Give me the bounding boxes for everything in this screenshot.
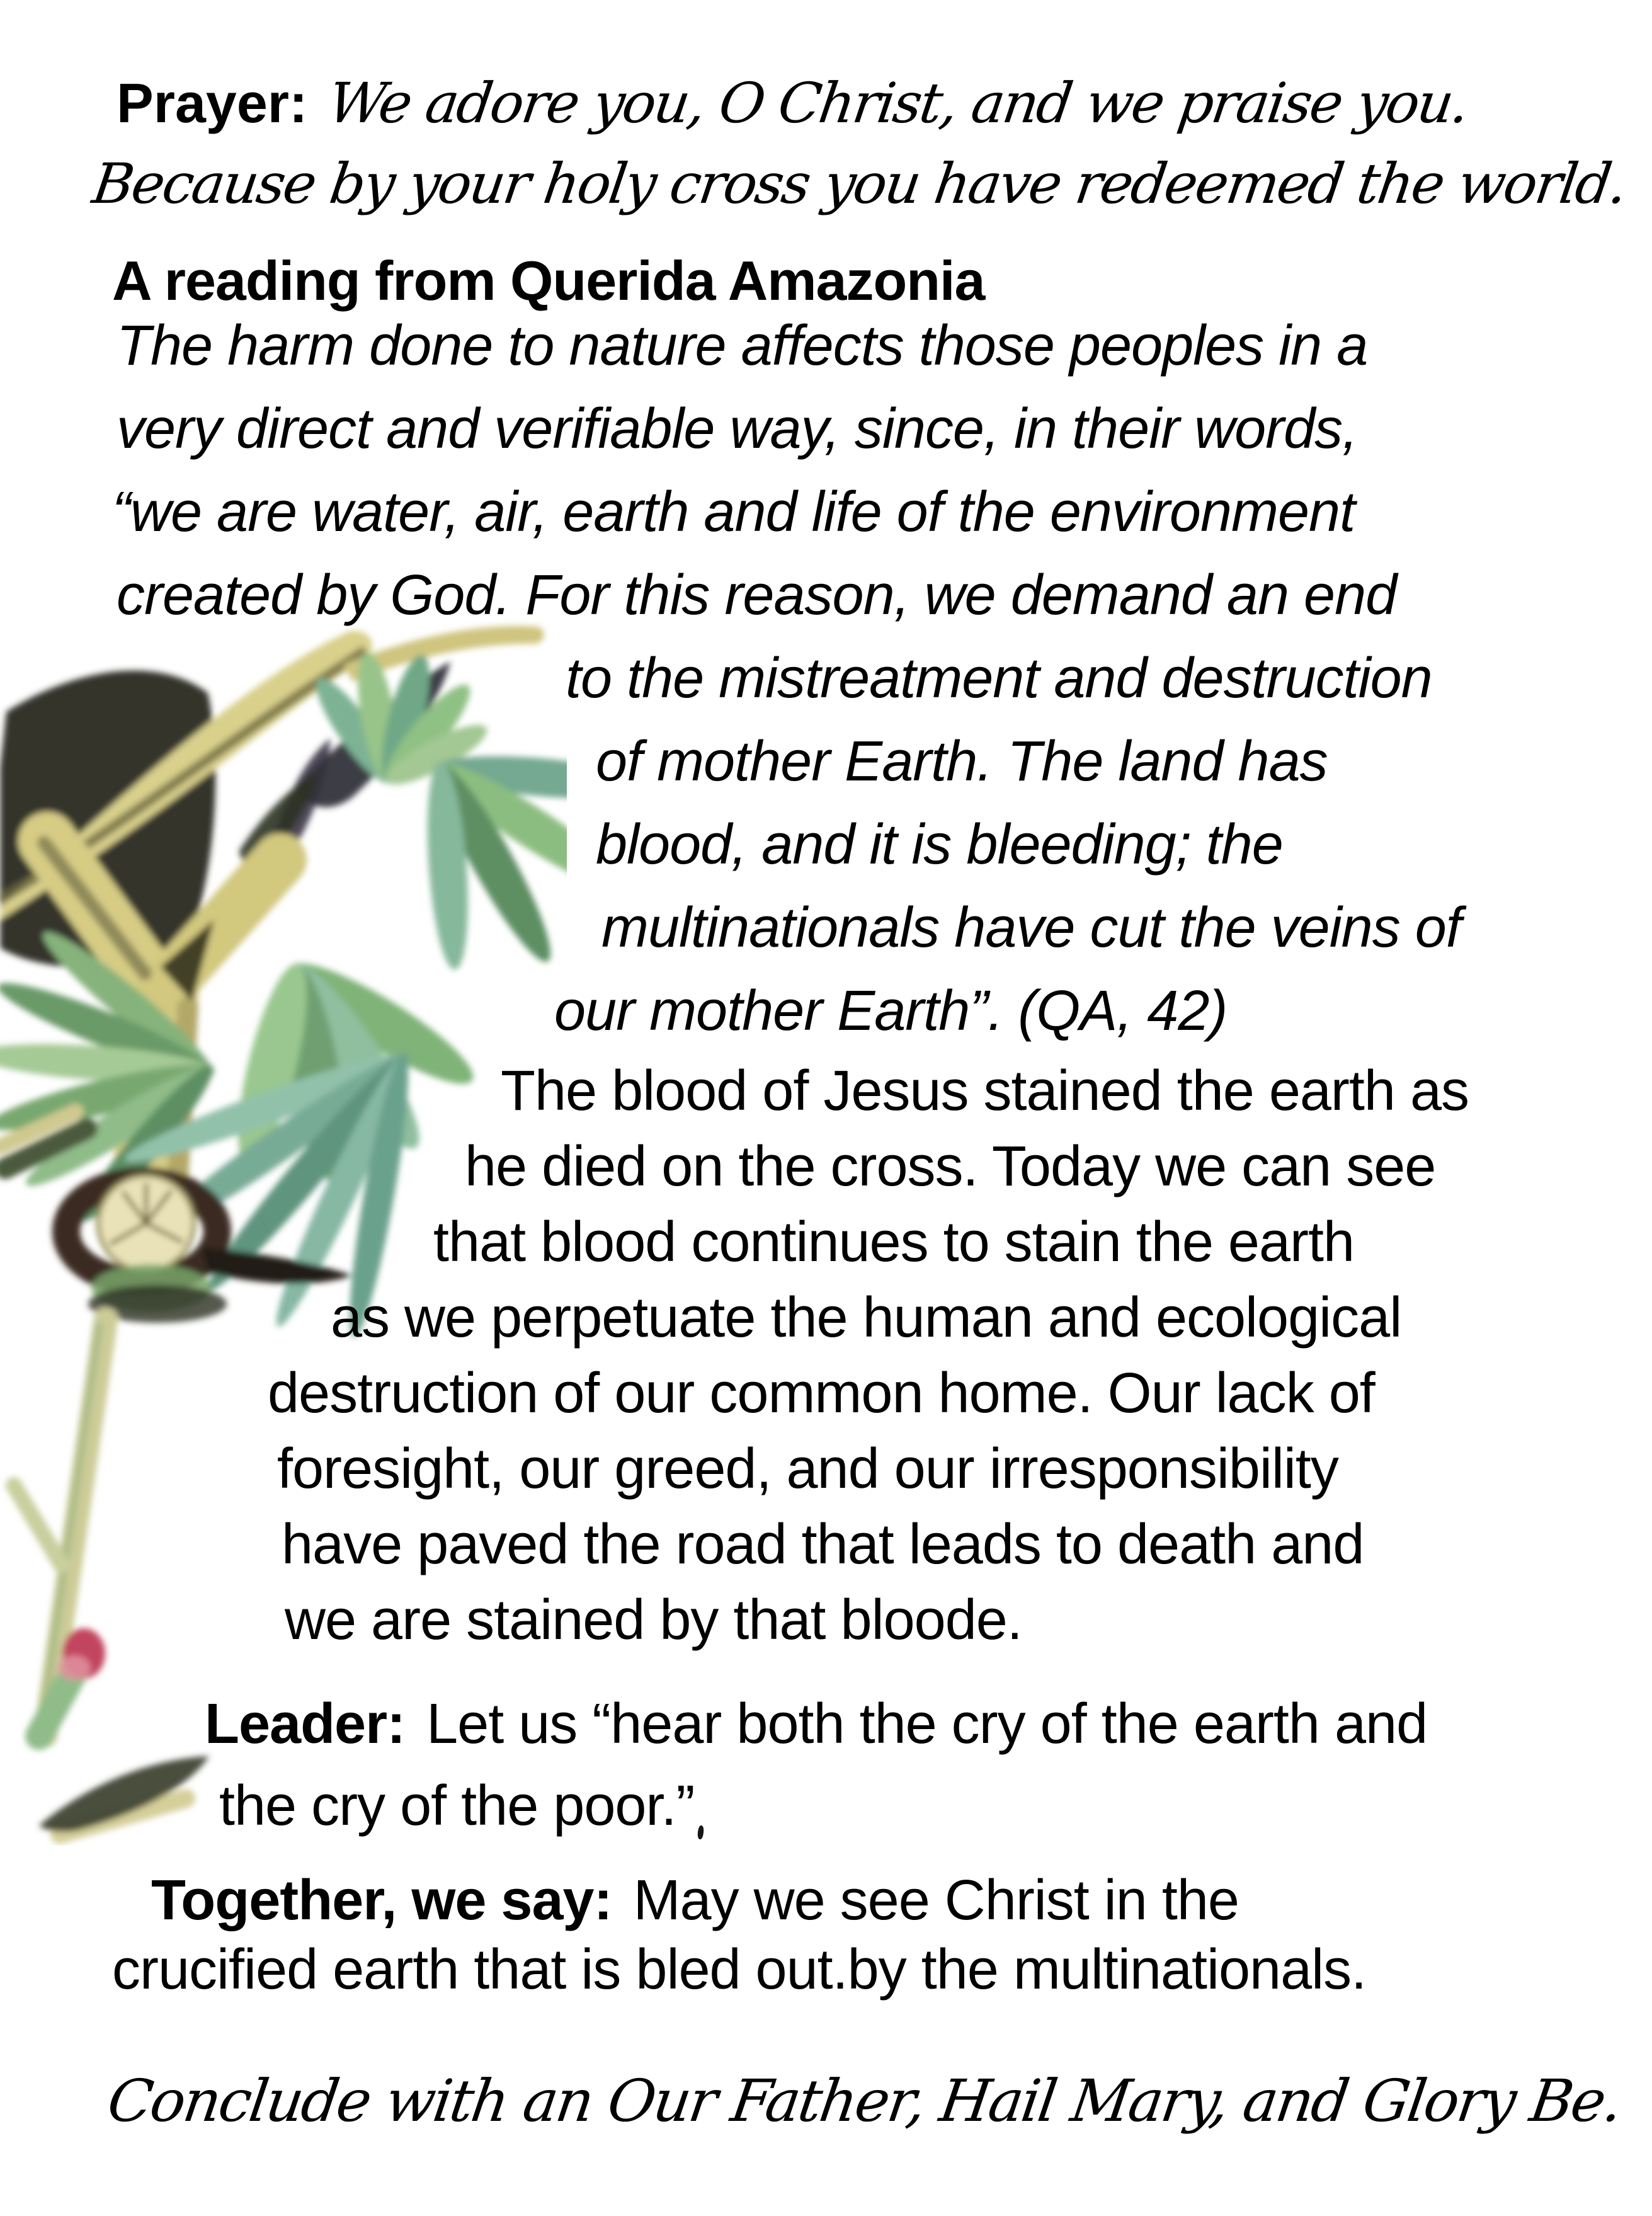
right-leaf-cluster [420,748,567,971]
quote-line: to the mistreatment and destruction [566,647,1432,710]
quote-line: our mother Earth”. (QA, 42) [554,979,1228,1042]
leader-line-1 [205,1693,1428,1756]
prayer-script-2: Because by your holy cross you have redeemed the world. [88,151,1630,216]
conclusion-line [103,2067,1626,2135]
prayer-line-2 [88,151,1630,216]
bottom-dark-leaf [39,1756,209,1834]
quote-line: multinationals have cut the veins of [601,896,1461,959]
reflection-line: have paved the road that leads to death and [282,1513,1364,1576]
quote-line: of mother Earth. The land has [596,730,1328,793]
quote-line: blood, and it is bleeding; the [596,813,1283,876]
reading-heading: A reading from Querida Amazonia [112,249,985,312]
reflection-line: as we perpetuate the human and ecological [331,1286,1402,1349]
prayer-label: Prayer: [117,72,308,134]
reflection-line: The blood of Jesus stained the earth as [501,1059,1469,1122]
quote-line: very direct and verifiable way, since, in their words, [117,397,1358,460]
quote-line: “we are water, air, earth and life of the environment [112,481,1355,544]
leader-label: Leader: [205,1693,406,1756]
together-text-1: May we see Christ in the [633,1869,1239,1932]
leader-line-2: the cry of the poor.” [219,1774,695,1837]
leader-text-1: Let us “hear both the cry of the earth and [426,1693,1428,1756]
quote-line: The harm done to nature affects those peoples in a [117,314,1368,377]
prayer-line-1 [117,71,1473,135]
reflection-line: destruction of our common home. Our lack of [268,1362,1375,1425]
reflection-line: that blood continues to stain the earth [433,1211,1355,1274]
reflection-line: foresight, our greed, and our irresponsibility [277,1437,1338,1500]
stray-ink-mark [697,1825,704,1840]
reflection-line: we are stained by that bloode. [285,1589,1022,1652]
prayer-script-1: We adore you, O Christ, and we praise you. [324,71,1473,135]
together-line-1 [151,1869,1239,1932]
together-line-2: crucified earth that is bled out.by the multinationals. [112,1938,1367,2001]
quote-line: created by God. For this reason, we demand an end [117,564,1397,627]
together-label: Together, we say: [151,1869,612,1932]
conclusion-script-text: Conclude with an Our Father, Hail Mary, and Glory Be. [103,2067,1626,2135]
reflection-line: he died on the cross. Today we can see [465,1135,1436,1198]
